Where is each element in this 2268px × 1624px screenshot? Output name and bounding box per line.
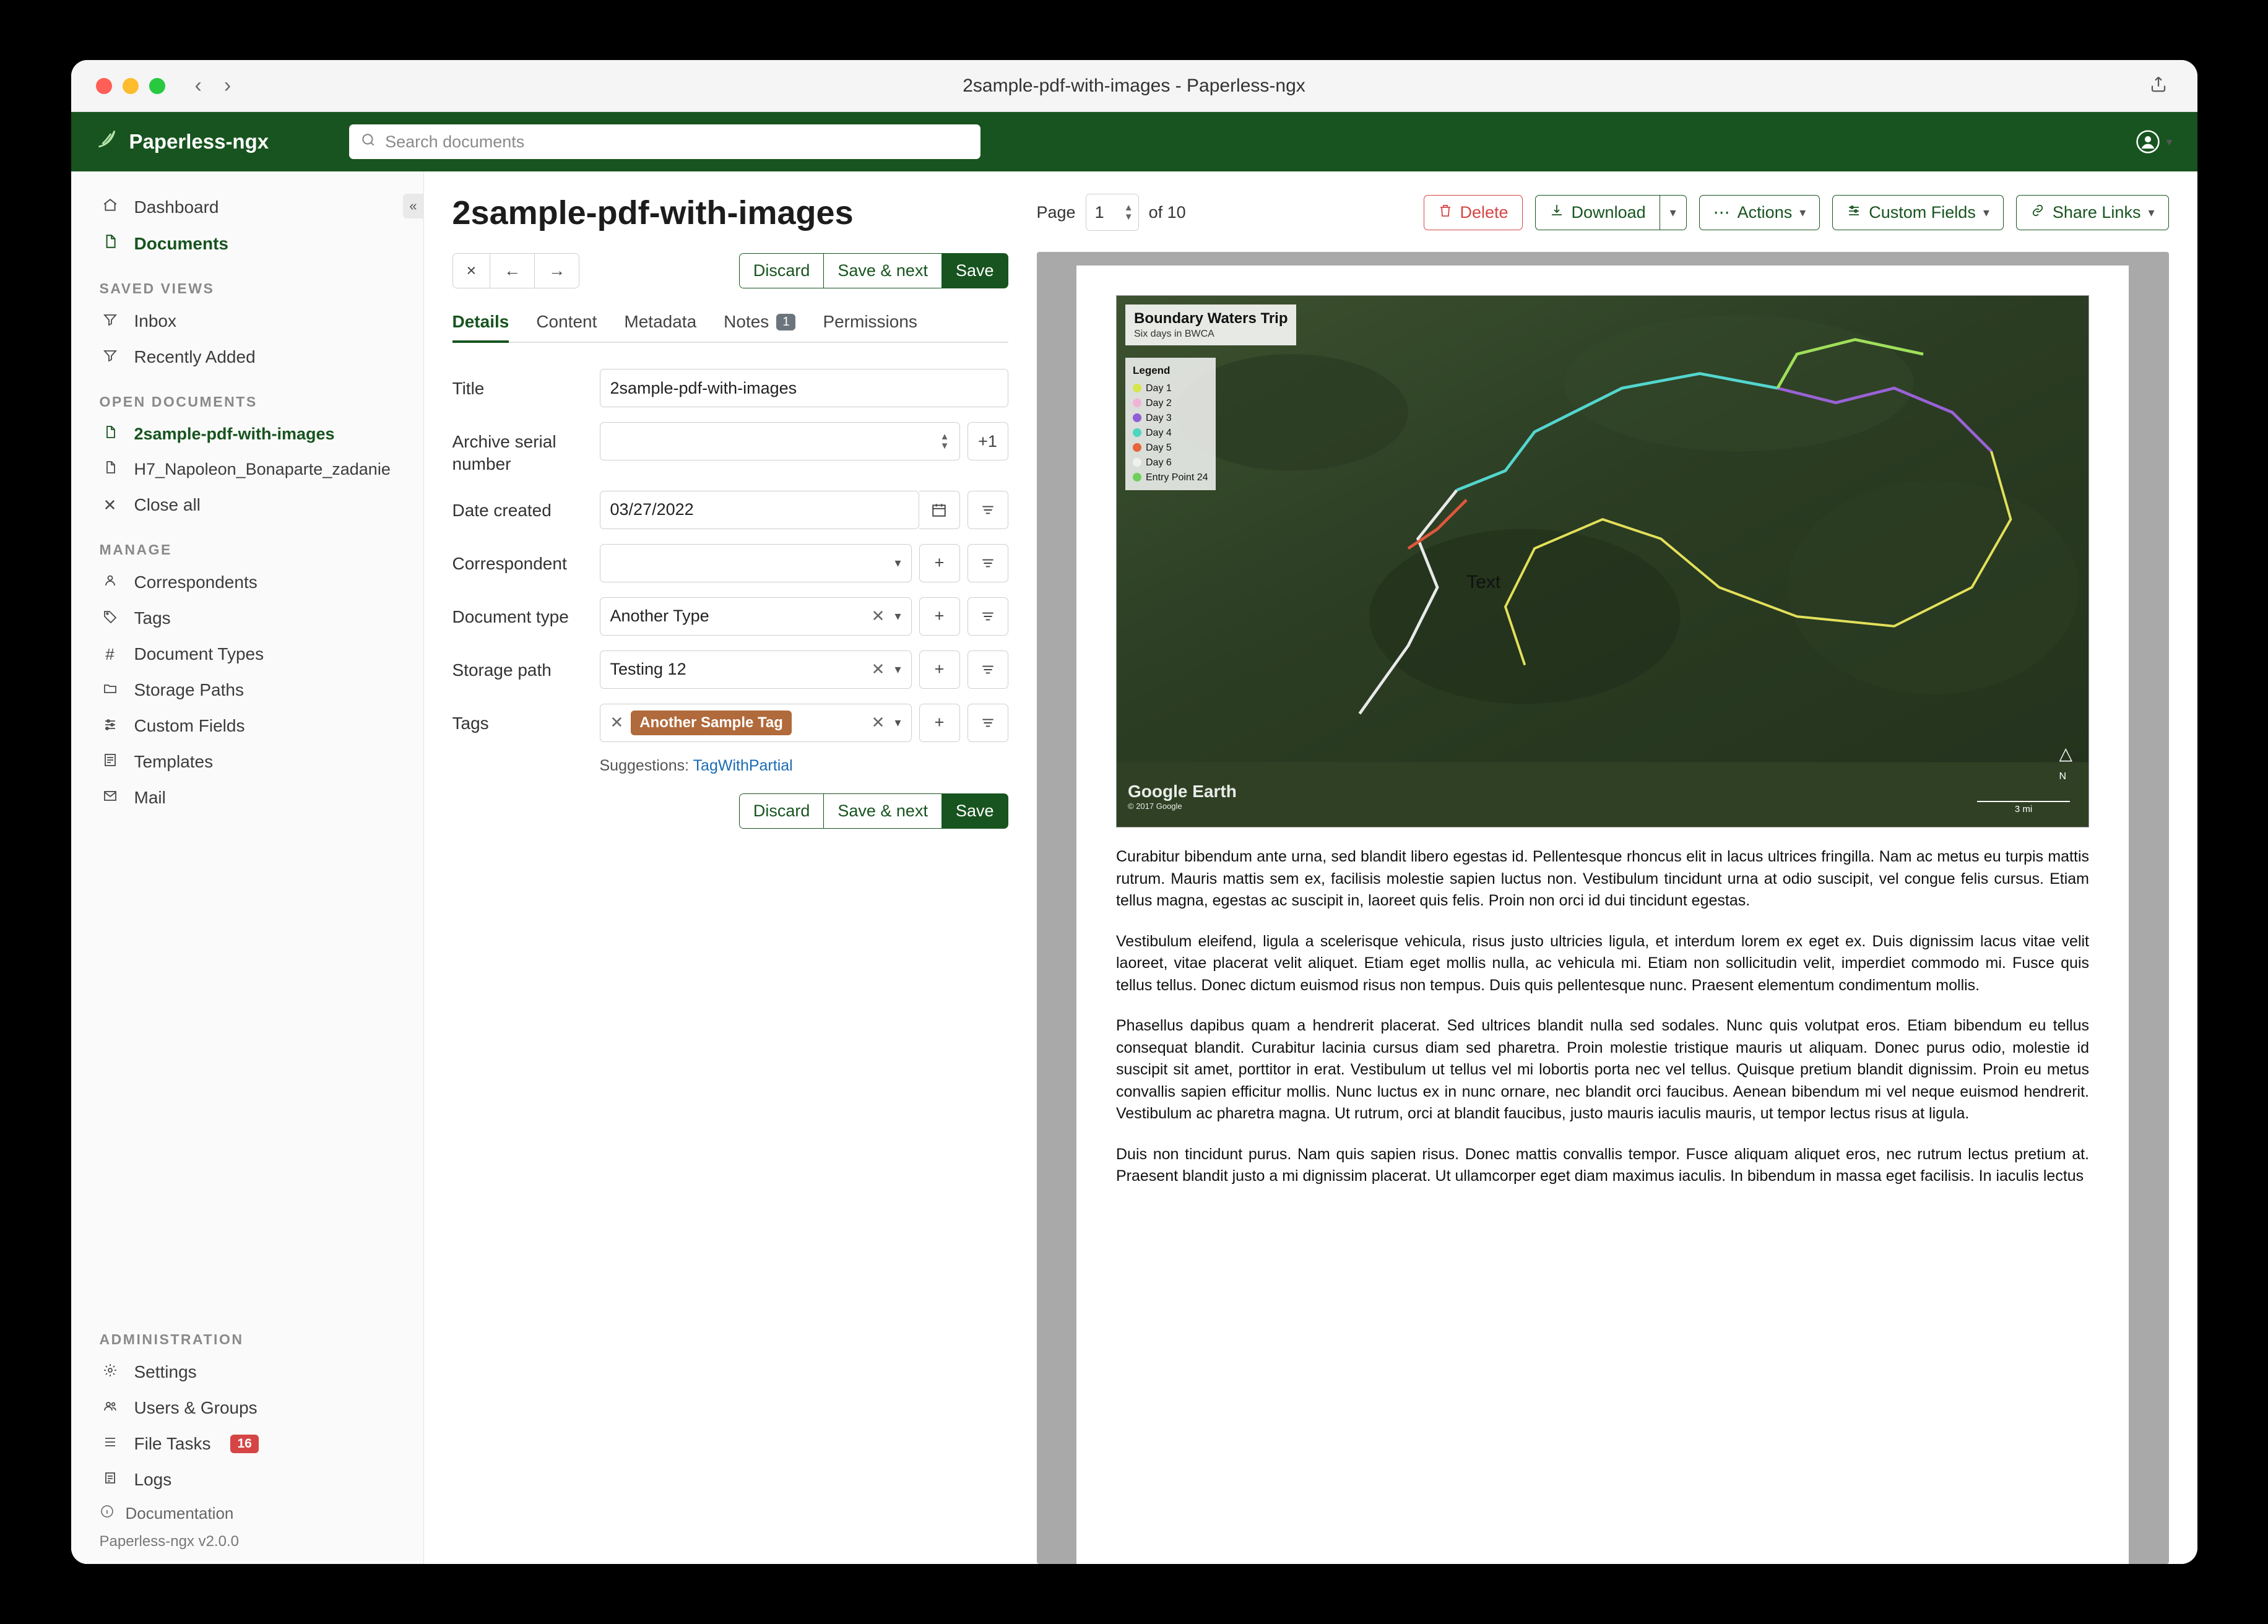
list-icon xyxy=(100,1435,121,1454)
map-title: Boundary Waters Trip xyxy=(1134,310,1288,327)
document-type-label: Document type xyxy=(452,607,569,626)
save-and-next-button[interactable]: Save & next xyxy=(824,253,942,288)
date-label: Date created xyxy=(452,500,552,520)
chevron-down-icon: ▾ xyxy=(1669,205,1676,220)
sidebar-item-label: Settings xyxy=(134,1362,197,1381)
legend-label: Day 3 xyxy=(1146,412,1172,423)
editor-toolbar-bottom xyxy=(452,793,1008,829)
document-paragraph: Duis non tincidunt purus. Nam quis sapien risus. Donec mattis convallis tempor. Fusce aliquam aliquet eros, nec rutrum lectus pretium at. Praesent blandit justo a mi dignissim placerat. Ut ullamcorper eget diam maximus iaculis. In bibendum in massa eget facilisis. In iaculis lectus xyxy=(1116,1145,2089,1185)
sidebar-item-label: Templates xyxy=(134,752,214,771)
delete-label: Delete xyxy=(1460,202,1508,222)
document-type-value: Another Type xyxy=(610,607,709,626)
previous-document-button[interactable]: ← xyxy=(490,253,535,288)
sliders-icon xyxy=(100,717,121,736)
sidebar-item-tags[interactable] xyxy=(71,600,423,636)
sidebar-item-recently-added[interactable] xyxy=(71,339,423,375)
link-icon xyxy=(2030,203,2045,222)
scale-label: 3 mi xyxy=(2014,804,2033,814)
add-storage-path-button[interactable]: + xyxy=(919,650,960,689)
legend-label: Entry Point 24 xyxy=(1146,472,1208,483)
sidebar-section-open-documents: OPEN DOCUMENTS xyxy=(99,394,258,410)
actions-label: Actions xyxy=(1737,202,1793,222)
legend-item xyxy=(1133,426,1208,441)
legend-title: Legend xyxy=(1133,365,1171,376)
legend-label: Day 1 xyxy=(1146,382,1172,394)
window-titlebar xyxy=(71,60,2197,112)
map-attribution xyxy=(1128,782,1237,811)
sidebar-item-document-types[interactable] xyxy=(71,636,423,672)
sidebar-item-logs[interactable] xyxy=(71,1462,423,1498)
tab-notes[interactable] xyxy=(724,312,795,342)
legend-label: Day 4 xyxy=(1146,427,1172,438)
clear-document-type-icon[interactable]: ✕ xyxy=(871,607,885,626)
tab-label: Metadata xyxy=(624,312,697,331)
app-version: Paperless-ngx v2.0.0 xyxy=(99,1533,239,1550)
actions-button[interactable] xyxy=(1699,195,1820,230)
tags-filter-icon[interactable] xyxy=(967,704,1008,742)
sidebar-item-label: Correspondents xyxy=(134,572,258,592)
field-document-type xyxy=(452,597,1008,636)
file-icon xyxy=(100,425,121,444)
save-button[interactable]: Save xyxy=(942,253,1008,288)
tab-permissions[interactable] xyxy=(823,312,917,342)
legend-item xyxy=(1133,470,1208,485)
notes-count-badge: 1 xyxy=(776,314,795,330)
remove-tag-icon[interactable]: ✕ xyxy=(610,713,624,732)
share-links-button[interactable] xyxy=(2016,195,2169,230)
hash-icon: # xyxy=(105,644,115,663)
field-tags xyxy=(452,704,1008,742)
sidebar-item-label: File Tasks xyxy=(134,1434,211,1453)
sidebar-item-file-tasks[interactable] xyxy=(71,1426,423,1462)
sidebar-section-manage: MANAGE xyxy=(99,542,172,558)
correspondent-filter-icon[interactable] xyxy=(967,544,1008,582)
field-date-created xyxy=(452,491,1008,529)
field-archive-serial-number xyxy=(452,422,1008,476)
save-group-bottom[interactable] xyxy=(739,793,1008,829)
download-label: Download xyxy=(1571,202,1646,222)
sidebar-item-templates[interactable] xyxy=(71,744,423,780)
sidebar-collapse-button[interactable]: « xyxy=(403,194,424,218)
suggestion-link[interactable]: TagWithPartial xyxy=(693,756,793,774)
discard-button[interactable]: Discard xyxy=(739,253,825,288)
legend-item xyxy=(1133,441,1208,456)
editor-tabs xyxy=(452,312,1008,343)
save-button-bottom[interactable]: Save xyxy=(942,793,1008,829)
discard-button-bottom[interactable]: Discard xyxy=(739,793,825,829)
sidebar-item-inbox[interactable] xyxy=(71,303,423,339)
sidebar-item-label: Inbox xyxy=(134,311,176,330)
storage-path-filter-icon[interactable] xyxy=(967,650,1008,689)
users-icon xyxy=(100,1399,121,1418)
sidebar-section-administration: ADMINISTRATION xyxy=(99,1331,244,1347)
filter-icon xyxy=(100,348,121,367)
page-label: Page xyxy=(1036,202,1076,222)
title-input[interactable]: 2sample-pdf-with-images xyxy=(600,369,1008,407)
document-type-filter-icon[interactable] xyxy=(967,597,1008,636)
tag-chip[interactable]: Another Sample Tag xyxy=(631,710,792,735)
brand-label: Paperless-ngx xyxy=(129,130,269,153)
custom-fields-label: Custom Fields xyxy=(1869,202,1976,222)
main-content xyxy=(424,171,2197,1564)
back-icon[interactable]: ‹ xyxy=(194,74,202,97)
chevron-down-icon: ▾ xyxy=(2148,205,2155,220)
storage-path-label: Storage path xyxy=(452,660,552,680)
search-icon xyxy=(360,132,376,152)
map-center-text: Text xyxy=(1466,572,1501,593)
sidebar-item-label: Mail xyxy=(134,788,166,807)
folder-icon xyxy=(100,681,121,700)
legend-label: Day 2 xyxy=(1146,397,1172,408)
mail-icon xyxy=(100,788,121,808)
clear-storage-path-icon[interactable]: ✕ xyxy=(871,660,885,679)
map-scale xyxy=(1977,801,2070,814)
asn-increment-button[interactable]: +1 xyxy=(967,422,1008,460)
sidebar-item-label: H7_Napoleon_Bonaparte_zadanie xyxy=(134,460,391,478)
save-group-top[interactable] xyxy=(739,253,1008,288)
close-document-button[interactable]: × xyxy=(452,253,491,288)
file-icon xyxy=(100,460,121,479)
date-created-input[interactable]: 03/27/2022 xyxy=(600,491,919,529)
sidebar-item-dashboard[interactable] xyxy=(71,189,423,225)
file-tasks-badge: 16 xyxy=(230,1435,258,1453)
sidebar-item-settings[interactable] xyxy=(71,1354,423,1390)
download-split-button[interactable] xyxy=(1535,195,1687,230)
doc-nav-group[interactable] xyxy=(452,253,580,288)
save-and-next-button-bottom[interactable]: Save & next xyxy=(824,793,942,829)
sidebar-section-saved-views: SAVED VIEWS xyxy=(99,280,215,296)
document-type-select[interactable] xyxy=(600,597,912,636)
sidebar-item-open-doc-1[interactable] xyxy=(71,417,423,452)
avatar-icon xyxy=(2136,130,2160,153)
app-header xyxy=(71,112,2197,171)
sidebar-item-documentation[interactable] xyxy=(71,1498,423,1527)
add-document-type-button[interactable]: + xyxy=(919,597,960,636)
page-number-value: 1 xyxy=(1094,202,1104,222)
document-map-image xyxy=(1116,295,2089,827)
download-icon xyxy=(1549,203,1564,222)
sidebar-item-label: Users & Groups xyxy=(134,1398,258,1417)
gear-icon xyxy=(100,1363,121,1382)
storage-path-select[interactable] xyxy=(600,650,912,689)
calendar-icon[interactable] xyxy=(919,491,960,529)
paperless-logo-icon xyxy=(96,128,118,156)
editor-toolbar xyxy=(452,253,1008,288)
chevron-down-icon: ▾ xyxy=(894,610,901,624)
pdf-page xyxy=(1076,266,2129,1564)
chevron-down-icon: ▾ xyxy=(894,663,901,677)
pdf-viewer[interactable] xyxy=(1037,252,2169,1564)
custom-fields-button[interactable] xyxy=(1832,195,2004,230)
chevron-down-icon: ▾ xyxy=(2166,135,2173,149)
attribution-label: Google Earth xyxy=(1128,782,1237,801)
trash-icon xyxy=(1438,203,1453,222)
document-paragraph: Vestibulum eleifend, ligula a scelerisque vehicula, risus justo ultricies ligula, et interdum lorem ex eget ex. Duis dignissim lacus vitae velit laoreet, vitae placerat velit aliquet. Etiam eget mollis nulla, ac vehicula mi. Etiam non sollicitudin velit, imperdiet commodo mi. Fusce quis tellus tellus. Donec dictum euismod risus non tempus. Duis quis pellentesque nunc. Praesent elementum condimentum mollis. xyxy=(1116,932,2089,994)
date-filter-icon[interactable] xyxy=(967,491,1008,529)
window-title: 2sample-pdf-with-images - Paperless-ngx xyxy=(963,75,1305,96)
sidebar-item-label: Recently Added xyxy=(134,347,256,366)
tab-label: Details xyxy=(452,312,509,331)
sidebar-item-label: Storage Paths xyxy=(134,680,244,699)
tab-label: Content xyxy=(536,312,597,331)
close-icon: ✕ xyxy=(103,495,117,514)
tab-metadata[interactable] xyxy=(624,312,696,342)
chevron-down-icon: ▾ xyxy=(1983,205,1989,220)
clear-tags-icon[interactable]: ✕ xyxy=(871,713,885,732)
filter-icon xyxy=(100,312,121,331)
home-icon xyxy=(100,197,121,217)
sidebar-footer xyxy=(71,1313,423,1564)
tab-label: Permissions xyxy=(823,312,917,331)
asn-stepper[interactable]: ▲ ▼ xyxy=(940,431,950,451)
page-number-input[interactable] xyxy=(1086,194,1139,231)
storage-path-value: Testing 12 xyxy=(610,660,686,679)
next-document-button[interactable]: → xyxy=(535,253,579,288)
preview-actions xyxy=(1424,195,2169,230)
tags-label: Tags xyxy=(452,713,489,733)
sidebar-item-storage-paths[interactable] xyxy=(71,672,423,708)
page-navigator xyxy=(1037,194,1186,231)
sidebar-item-label: Custom Fields xyxy=(134,716,245,735)
sliders-icon xyxy=(1846,203,1861,222)
asn-label: Archive serial number xyxy=(452,432,556,474)
legend-item xyxy=(1133,396,1208,411)
add-correspondent-button[interactable]: + xyxy=(919,544,960,582)
search-placeholder: Search documents xyxy=(385,132,525,151)
chevron-down-icon: ▾ xyxy=(894,556,901,571)
page-total-label: of 10 xyxy=(1148,202,1186,222)
app-brand[interactable] xyxy=(96,128,269,156)
sidebar-item-label: 2sample-pdf-with-images xyxy=(134,425,335,443)
tab-details[interactable] xyxy=(452,312,509,342)
document-paragraph: Phasellus dapibus quam a hendrerit placerat. Sed ultrices blandit nulla sed sodales. Nunc quis volutpat eros. Etiam bibendum eu tellus consequat blandit. Curabitur lacinia cursus diam sed pharetra. Proin molestie tristique mauris ut aliquam. Donec purus odio, molestie id suscipit sit amet, porttitor in erat. Vestibulum ut tellus vel mi lobortis porta nec vel tellus. Quisque pretium blandit dignissim. Proin eu metus convallis sapien efficitur mollis. Nunc luctus ex in nunc ornare, nec blandit orci faucibus. Aenean bibendum mi vel neque euismod hendrerit. Vestibulum ac pharetra magna. Ut rutrum, orci at blandit faucibus, justo mauris iaculis mauris, ut tempor lectus risus at ligula. xyxy=(1116,1017,2089,1122)
share-links-label: Share Links xyxy=(2052,202,2141,222)
info-icon xyxy=(100,1504,115,1523)
sidebar-item-label: Close all xyxy=(134,495,201,514)
person-icon xyxy=(100,573,121,592)
sidebar-item-label: Document Types xyxy=(134,644,264,663)
sidebar-item-label: Logs xyxy=(134,1470,172,1489)
document-preview-pane xyxy=(1037,171,2197,1564)
download-options-button[interactable] xyxy=(1660,195,1687,230)
chevron-down-icon: ▾ xyxy=(894,716,901,730)
tag-chip-list xyxy=(610,710,872,735)
sidebar-item-open-doc-2[interactable] xyxy=(71,452,423,487)
field-title xyxy=(452,369,1008,407)
legend-label: Day 6 xyxy=(1146,457,1172,468)
map-title-box xyxy=(1125,304,1296,345)
document-paragraph: Curabitur bibendum ante urna, sed blandit libero egestas id. Pellentesque rhoncus elit in lacus ultrices fringilla. Nam ac metus eu turpis mattis rutrum. Mauris mattis sem ex, facilisis molestie sapien luctus non. Vestibulum tincidunt urna at odio suscipit, vel congue felis cursus. Etiam tellus magna, egestas ac suscipit in, laoreet quis felis. Proin non orci id dui tincidunt egestas. xyxy=(1116,848,2089,909)
app-window xyxy=(71,60,2197,1564)
tab-content[interactable] xyxy=(536,312,597,342)
forward-icon[interactable]: › xyxy=(223,74,232,97)
field-correspondent xyxy=(452,544,1008,582)
map-legend xyxy=(1125,358,1216,490)
sidebar-item-custom-fields[interactable] xyxy=(71,708,423,744)
legend-item xyxy=(1133,456,1208,470)
sidebar-item-documents[interactable] xyxy=(71,225,423,262)
asn-input[interactable] xyxy=(600,422,960,460)
app-body xyxy=(71,171,2197,1564)
legend-label: Day 5 xyxy=(1146,442,1172,453)
sidebar-item-label: Documents xyxy=(134,233,228,253)
sidebar-item-label: Dashboard xyxy=(134,197,219,217)
suggestions-label: Suggestions: xyxy=(599,756,690,774)
document-edit-pane xyxy=(424,171,1037,1564)
preview-toolbar xyxy=(1037,194,2169,231)
tag-suggestions xyxy=(600,757,1008,775)
field-storage-path xyxy=(452,650,1008,689)
download-button[interactable] xyxy=(1535,195,1660,230)
page-title: 2sample-pdf-with-images xyxy=(452,194,854,231)
sidebar-item-users-groups[interactable] xyxy=(71,1390,423,1426)
sidebar-item-label: Tags xyxy=(134,608,171,628)
documents-icon xyxy=(100,233,121,254)
legend-item xyxy=(1133,381,1208,396)
sidebar-item-mail[interactable] xyxy=(71,780,423,816)
map-subtitle: Six days in BWCA xyxy=(1134,329,1214,339)
correspondent-label: Correspondent xyxy=(452,553,567,573)
correspondent-select[interactable] xyxy=(600,544,912,582)
compass-icon: △ N xyxy=(2059,744,2072,782)
search-input[interactable] xyxy=(349,124,980,159)
sidebar-item-correspondents[interactable] xyxy=(71,564,423,600)
legend-item xyxy=(1133,411,1208,426)
logs-icon xyxy=(100,1471,121,1490)
user-menu[interactable] xyxy=(2136,130,2172,153)
attribution-sub: © 2017 Google xyxy=(1128,801,1182,811)
tab-label: Notes xyxy=(724,312,769,331)
add-tag-button[interactable]: + xyxy=(919,704,960,742)
chevron-down-icon: ▾ xyxy=(1799,205,1806,220)
sidebar xyxy=(71,171,424,1564)
tags-select[interactable] xyxy=(600,704,912,742)
documentation-label: Documentation xyxy=(125,1504,234,1522)
sidebar-item-close-all[interactable] xyxy=(71,487,423,523)
template-icon xyxy=(100,753,121,772)
page-stepper[interactable]: ▲ ▼ xyxy=(1123,202,1133,222)
tag-icon xyxy=(100,609,121,628)
delete-button[interactable] xyxy=(1424,195,1523,230)
map-graphic xyxy=(1117,296,2088,762)
title-label: Title xyxy=(452,379,485,398)
ellipsis-icon: ⋯ xyxy=(1713,202,1730,222)
